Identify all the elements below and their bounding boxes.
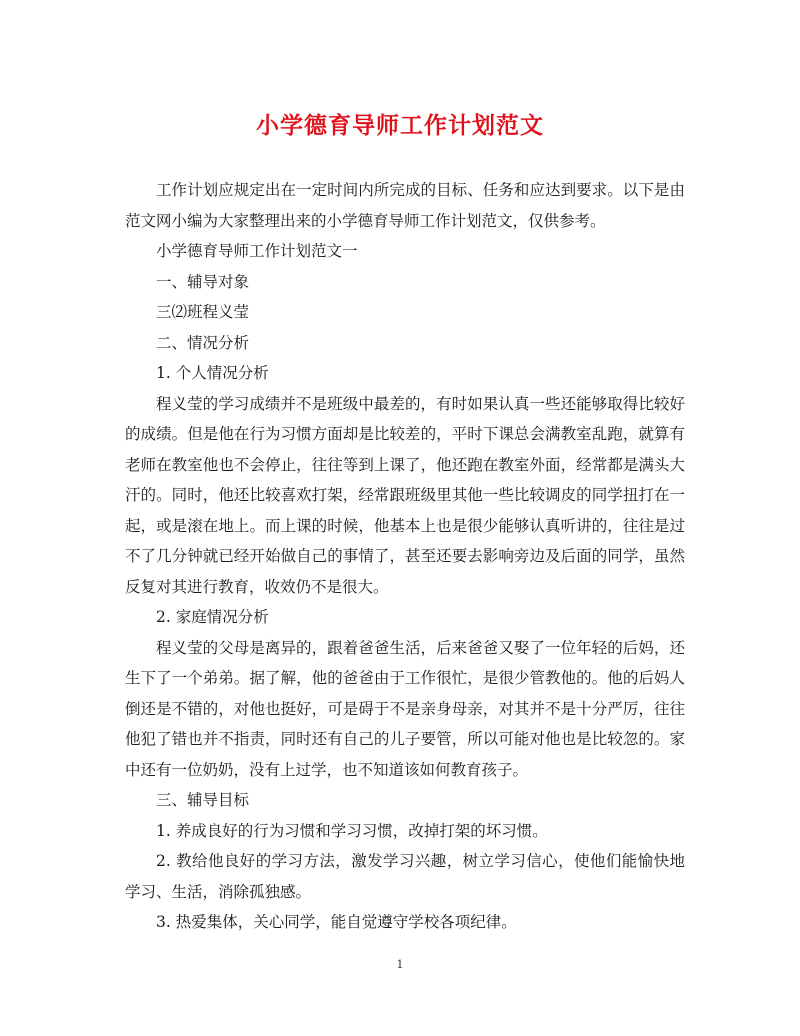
document-body (125, 175, 685, 938)
subheading-personal-analysis: 1. 个人情况分析 (156, 364, 269, 382)
heading-situation-analysis: 二、情况分析 (156, 333, 250, 352)
family-analysis-paragraph: 程义莹的父母是离异的，跟着爸爸生活，后来爸爸又娶了一位年轻的后妈，还生下了一个弟弟。据了解，他的爸爸由于工作很忙，是很少管教他的。他的后妈人倒还是不错的，对他也挺好，可是碍于不是亲身母亲，对其并不是十分严厉，往往他犯了错也并不指责，同时还有自己的儿子要管，所以可能对他也是比较忽的。家中还有一位奶奶，没有上过学，也不知道该如何教育孩子。 (125, 638, 685, 779)
subheading-family-analysis: 2. 家庭情况分析 (156, 608, 269, 626)
goal-item-2: 2. 教给他良好的学习方法，激发学习兴趣，树立学习信心，使他们能愉快地学习、生活，消除孤独感。 (125, 852, 685, 901)
document-title: 小学德育导师工作计划范文 (256, 112, 544, 139)
heading-tutoring-goals: 三、辅导目标 (156, 791, 250, 809)
personal-analysis-paragraph: 程义莹的学习成绩并不是班级中最差的，有时如果认真一些还能够取得比较好的成绩。但是他在行为习惯方面却是比较差的，平时下课总会满教室乱跑，就算有老师在教室他也不会停止，往往等到上课了，他还跑在教室外面，经常都是满头大汗的。同时，他还比较喜欢打架，经常跟班级里其他一些比较调皮的同学扭打在一起，或是滚在地上。而上课的时候，他基本上也是很少能够认真听讲的，往往是过不了几分钟就已经开始做自己的事情了，甚至还要去影响旁边及后面的同学，虽然反复对其进行教育，收效仍不是很大。 (125, 394, 685, 596)
section-heading-plan-one: 小学德育导师工作计划范文一 (156, 242, 358, 260)
goal-item-3: 3. 热爱集体，关心同学，能自觉遵守学校各项纪律。 (156, 913, 517, 931)
goal-item-1: 1. 养成良好的行为习惯和学习习惯，改掉打架的坏习惯。 (156, 821, 548, 840)
student-class-name: 三⑵班程义莹 (156, 303, 250, 321)
page-number: 1 (396, 958, 404, 971)
heading-tutoring-target: 一、辅导对象 (156, 272, 250, 291)
intro-paragraph: 工作计划应规定出在一定时间内所完成的目标、任务和应达到要求。以下是由范文网小编为大家整理出来的小学德育导师工作计划范文，仅供参考。 (125, 181, 685, 230)
